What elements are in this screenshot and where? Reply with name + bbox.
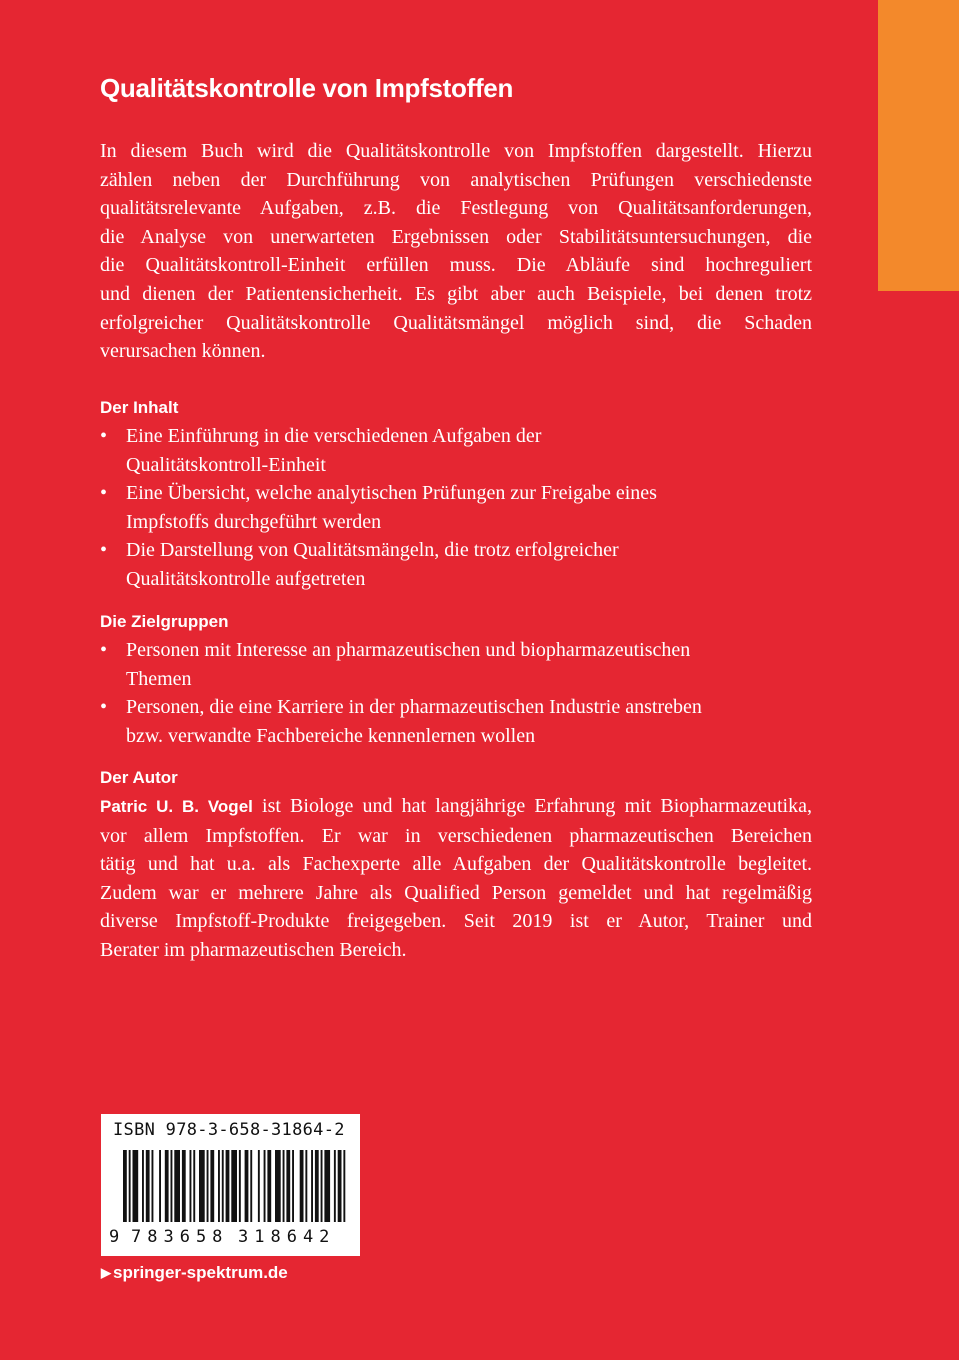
list-item-line: Die Darstellung von Qualitätsmängeln, die trotz erfolgreicher xyxy=(126,539,619,562)
barcode-bar xyxy=(231,1150,237,1222)
list-item xyxy=(100,422,812,479)
barcode-bar xyxy=(218,1150,220,1222)
intro-line: qualitätsrelevante Aufgaben, z.B. die Festlegung von Qualitätsanforderungen, xyxy=(100,197,812,220)
intro-line: zählen neben der Durchführung von analytischen Prüfungen verschiedenste xyxy=(100,168,812,191)
author-heading: Der Autor xyxy=(100,768,178,787)
barcode-bar xyxy=(190,1150,192,1222)
author-line: tätig und hat u.a. als Fachexperte alle Aufgaben der Qualitätskontrolle begleitet. xyxy=(100,853,812,876)
author-name: Patric U. B. Vogel xyxy=(100,797,253,816)
content-list xyxy=(100,422,812,594)
barcode-bar xyxy=(129,1150,131,1222)
barcode-bar xyxy=(123,1150,127,1222)
barcode xyxy=(123,1150,349,1236)
barcode-bar xyxy=(334,1150,336,1222)
barcode-bar xyxy=(133,1150,139,1222)
list-item-line: Personen, die eine Karriere in der pharmazeutischen Industrie anstreben xyxy=(126,696,702,719)
barcode-bar xyxy=(321,1150,323,1222)
bullet-icon: • xyxy=(100,539,108,562)
intro-line: erfolgreicher Qualitätskontrolle Qualitätsmängel möglich sind, die Schaden xyxy=(100,311,812,334)
isbn-label: ISBN 978-3-658-31864-2 xyxy=(113,1120,345,1140)
barcode-bar xyxy=(207,1150,209,1222)
author-first-line: ist Biologe und hat langjährige Erfahrung mit Biopharmazeutika, xyxy=(252,795,812,817)
bullet-icon: • xyxy=(100,639,108,661)
accent-bar xyxy=(878,0,959,291)
publisher-url: springer-spektrum.de xyxy=(113,1263,288,1282)
bullet-icon: • xyxy=(100,482,108,505)
publisher-link[interactable] xyxy=(101,1263,288,1283)
barcode-bar xyxy=(226,1150,230,1222)
barcode-bar xyxy=(324,1150,330,1222)
bullet-icon: • xyxy=(100,425,108,447)
intro-line: verursachen können. xyxy=(100,340,266,363)
barcode-bar xyxy=(264,1150,266,1222)
author-line: Zudem war er mehrere Jahre als Qualified Person gemeldet und hat regelmäßig xyxy=(100,881,812,904)
barcode-bar xyxy=(171,1150,173,1222)
intro-line: die Analyse von unerwarteten Ergebnissen oder Stabilitätsuntersuchungen, die xyxy=(100,225,812,248)
barcode-bar xyxy=(222,1150,224,1222)
barcode-bar xyxy=(239,1150,241,1222)
list-item-line: Eine Einführung in die verschiedenen Aufgaben der xyxy=(126,425,542,447)
intro-line: die Qualitätskontroll-Einheit erfüllen muss. Die Abläufe sind hochreguliert xyxy=(100,254,812,277)
barcode-bar xyxy=(210,1150,214,1222)
barcode-right-digits: 318642 xyxy=(238,1227,336,1247)
barcode-bar xyxy=(182,1150,186,1222)
barcode-bar xyxy=(338,1150,342,1222)
audience-list xyxy=(100,636,812,750)
barcode-bar xyxy=(267,1150,271,1222)
barcode-bar xyxy=(174,1150,180,1222)
author-line: vor allem Impfstoffen. Er war in verschiedenen pharmazeutischen Bereichen xyxy=(100,824,812,847)
list-item-line: Personen mit Interesse an pharmazeutischen und biopharmazeutischen xyxy=(126,639,691,661)
barcode-bar xyxy=(315,1150,319,1222)
barcode-bar xyxy=(199,1150,205,1222)
barcode-bar xyxy=(283,1150,285,1222)
barcode-bar xyxy=(142,1150,144,1222)
barcode-bar xyxy=(343,1150,345,1222)
content-heading: Der Inhalt xyxy=(100,398,179,417)
barcode-bar xyxy=(245,1150,249,1222)
author-line: Berater im pharmazeutischen Bereich. xyxy=(100,938,407,961)
barcode-bar xyxy=(250,1150,252,1222)
intro-paragraph xyxy=(100,137,812,366)
list-item xyxy=(100,636,812,693)
audience-heading: Die Zielgruppen xyxy=(100,612,229,631)
barcode-bar xyxy=(258,1150,260,1222)
intro-line: und dienen der Patientensicherheit. Es gibt aber auch Beispiele, bei denen trotz xyxy=(100,282,812,305)
barcode-bar xyxy=(152,1150,154,1222)
barcode-box xyxy=(101,1114,360,1256)
list-item-line: Impfstoffs durchgeführt werden xyxy=(126,510,382,533)
barcode-bar xyxy=(286,1150,290,1222)
list-item-line: Themen xyxy=(126,667,192,690)
barcode-left-digits: 783658 xyxy=(131,1227,229,1247)
barcode-bar xyxy=(165,1150,169,1222)
list-item xyxy=(100,479,812,536)
author-paragraph xyxy=(100,792,812,965)
barcode-bar xyxy=(193,1150,195,1222)
barcode-bar xyxy=(146,1150,150,1222)
list-item-line: bzw. verwandte Fachbereiche kennenlernen wollen xyxy=(126,724,536,747)
list-item xyxy=(100,536,812,593)
list-item-line: Qualitätskontrolle aufgetreten xyxy=(126,567,366,590)
list-item-line: Qualitätskontroll-Einheit xyxy=(126,453,326,476)
list-item xyxy=(100,693,812,750)
list-item-line: Eine Übersicht, welche analytischen Prüfungen zur Freigabe eines xyxy=(126,482,657,505)
barcode-bar xyxy=(275,1150,281,1222)
barcode-bar xyxy=(305,1150,307,1222)
barcode-bar xyxy=(292,1150,294,1222)
barcode-bar xyxy=(159,1150,161,1222)
author-line: diverse Impfstoff-Produkte freigegeben. Seit 2019 ist er Autor, Trainer und xyxy=(100,910,812,933)
bullet-icon: • xyxy=(100,696,108,719)
arrow-right-icon: ▶ xyxy=(101,1265,111,1280)
intro-line: In diesem Buch wird die Qualitätskontrolle von Impfstoffen dargestellt. Hierzu xyxy=(100,140,812,162)
barcode-bar xyxy=(300,1150,304,1222)
book-title: Qualitätskontrolle von Impfstoffen xyxy=(100,73,514,103)
barcode-bar xyxy=(311,1150,313,1222)
barcode-first-digit: 9 xyxy=(109,1227,120,1247)
